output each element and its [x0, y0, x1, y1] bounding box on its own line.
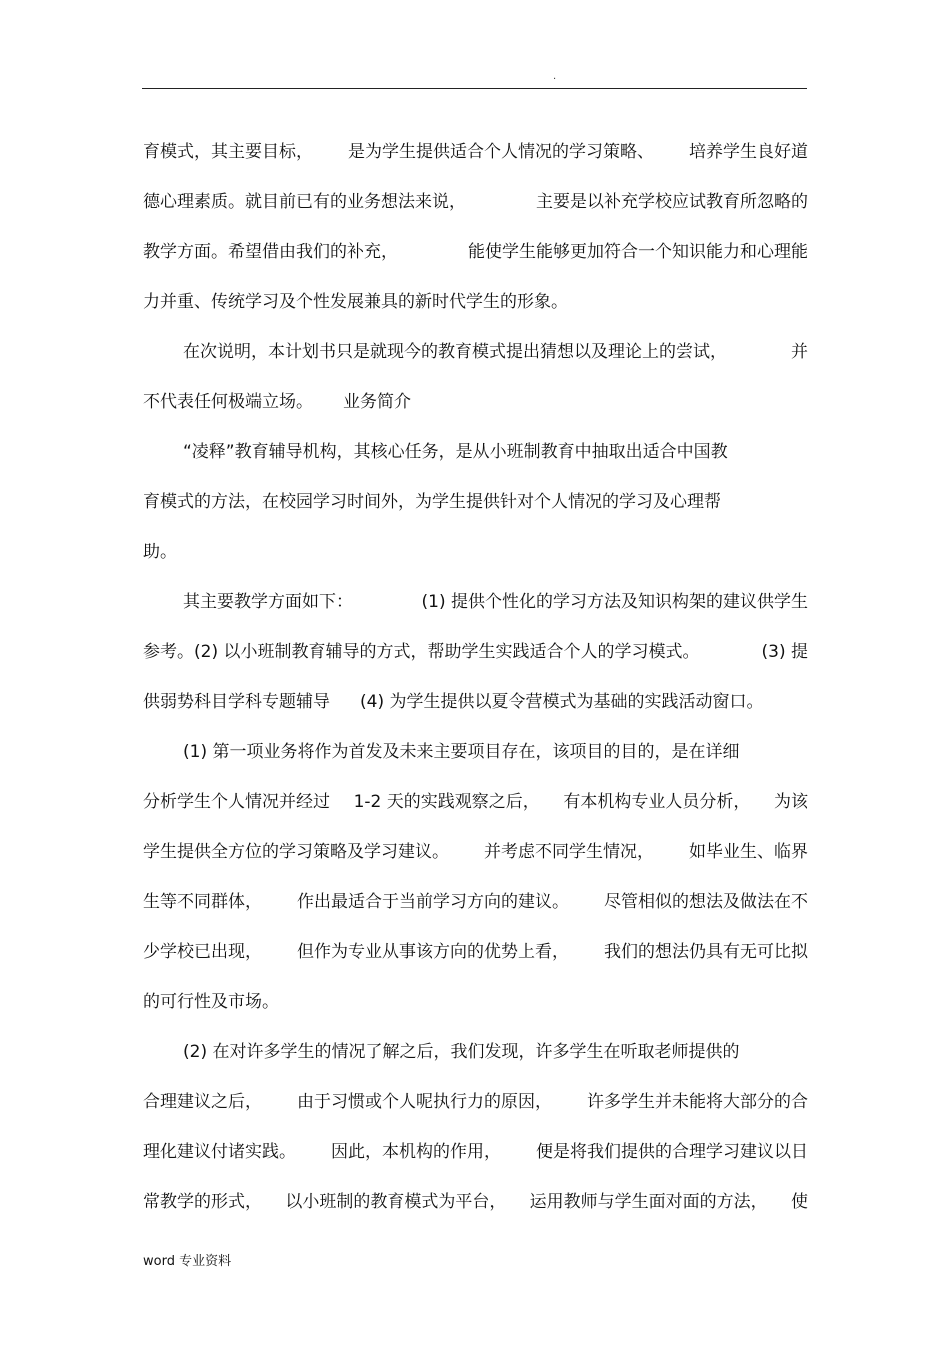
- text-line: [143, 324, 808, 374]
- text-segment: 是为学生提供适合个人情况的学习策略、: [348, 141, 654, 162]
- text-segment: 如毕业生、临界: [689, 841, 808, 862]
- text-segment: 德心理素质。就目前已有的业务想法来说，: [143, 191, 466, 212]
- text-segment: 便是将我们提供的合理学习建议以日: [536, 1141, 808, 1162]
- text-segment: 合理建议之后，: [143, 1091, 262, 1112]
- text-line: [143, 1074, 808, 1124]
- text-line: [143, 624, 808, 674]
- text-segment: 少学校已出现，: [143, 941, 262, 962]
- text-line: [143, 524, 808, 574]
- text-segment: 我们的想法仍具有无可比拟: [604, 941, 808, 962]
- text-line: [143, 124, 808, 174]
- text-segment: 许多学生并未能将大部分的合: [587, 1091, 808, 1112]
- text-segment: 并: [791, 341, 808, 362]
- text-segment: 有本机构专业人员分析，: [563, 791, 751, 812]
- text-segment: 为该: [774, 791, 808, 812]
- text-segment: 理化建议付诸实践。: [143, 1141, 296, 1162]
- text-segment: 作出最适合于当前学习方向的建议。: [297, 891, 569, 912]
- text-segment: (3) 提: [761, 641, 808, 662]
- text-segment: (2) 在对许多学生的情况了解之后，我们发现，许多学生在听取老师提供的: [183, 1041, 740, 1062]
- text-segment: (1) 提供个性化的学习方法及知识构架的建议供学生: [421, 591, 808, 612]
- text-line: [143, 474, 808, 524]
- text-line: [143, 1174, 808, 1224]
- text-segment: 使: [790, 1191, 808, 1212]
- text-line: [143, 974, 808, 1024]
- text-line: [143, 224, 808, 274]
- text-segment: 能使学生能够更加符合一个知识能力和心理能: [468, 241, 808, 262]
- text-segment: 运用教师与学生面对面的方法，: [529, 1191, 768, 1212]
- text-segment: 1-2 天的实践观察之后，: [353, 791, 540, 812]
- text-segment: 育模式的方法，在校园学习时间外，为学生提供针对个人情况的学习及心理帮: [143, 491, 721, 512]
- text-line: [143, 1124, 808, 1174]
- text-segment: 的可行性及市场。: [143, 991, 279, 1012]
- text-line: [143, 574, 808, 624]
- text-segment: 分析学生个人情况并经过: [143, 791, 330, 812]
- text-segment: 并考虑不同学生情况，: [484, 841, 654, 862]
- text-line: [143, 724, 808, 774]
- text-segment: 参考。(2) 以小班制教育辅导的方式，帮助学生实践适合个人的学习模式。: [143, 641, 700, 662]
- text-segment: 不代表任何极端立场。: [143, 391, 313, 412]
- text-segment: 其主要教学方面如下：: [183, 591, 353, 612]
- text-segment: 由于习惯或个人呢执行力的原因，: [297, 1091, 552, 1112]
- footer-label: word 专业资料: [143, 1254, 232, 1269]
- text-segment: 力并重、传统学习及个性发展兼具的新时代学生的形象。: [143, 291, 568, 312]
- text-segment: 尽管相似的想法及做法在不: [604, 891, 808, 912]
- text-segment: 主要是以补充学校应试教育所忽略的: [536, 191, 808, 212]
- text-segment: 生等不同群体，: [143, 891, 262, 912]
- text-line: [143, 374, 808, 424]
- text-segment: (1) 第一项业务将作为首发及未来主要项目存在，该项目的目的，是在详细: [183, 741, 740, 762]
- header-rule: [142, 88, 807, 89]
- document-body: [143, 124, 808, 1224]
- text-line: [143, 924, 808, 974]
- text-segment: 但作为专业从事该方向的优势上看，: [297, 941, 569, 962]
- text-segment: 供弱势科目学科专题辅导: [143, 691, 330, 712]
- text-line: [143, 174, 808, 224]
- header-mark: .: [553, 71, 557, 82]
- text-segment: 在次说明，本计划书只是就现今的教育模式提出猜想以及理论上的尝试，: [183, 341, 727, 362]
- text-segment: 业务简介: [343, 391, 411, 412]
- text-line: [143, 274, 808, 324]
- text-segment: 育模式，其主要目标，: [143, 141, 313, 162]
- text-segment: 以小班制的教育模式为平台，: [285, 1191, 507, 1212]
- text-line: [143, 874, 808, 924]
- text-segment: 助。: [143, 541, 177, 562]
- text-segment: “凌释”教育辅导机构，其核心任务，是从小班制教育中抽取出适合中国教: [183, 441, 728, 462]
- text-segment: 常教学的形式，: [143, 1191, 262, 1212]
- text-segment: (4) 为学生提供以夏令营模式为基础的实践活动窗口。: [360, 691, 764, 712]
- text-line: [143, 674, 808, 724]
- text-line: [143, 824, 808, 874]
- text-segment: 培养学生良好道: [689, 141, 808, 162]
- text-line: [143, 424, 808, 474]
- text-segment: 因此，本机构的作用，: [331, 1141, 501, 1162]
- text-segment: 教学方面。希望借由我们的补充，: [143, 241, 398, 262]
- text-segment: 学生提供全方位的学习策略及学习建议。: [143, 841, 449, 862]
- text-line: [143, 774, 808, 824]
- text-line: [143, 1024, 808, 1074]
